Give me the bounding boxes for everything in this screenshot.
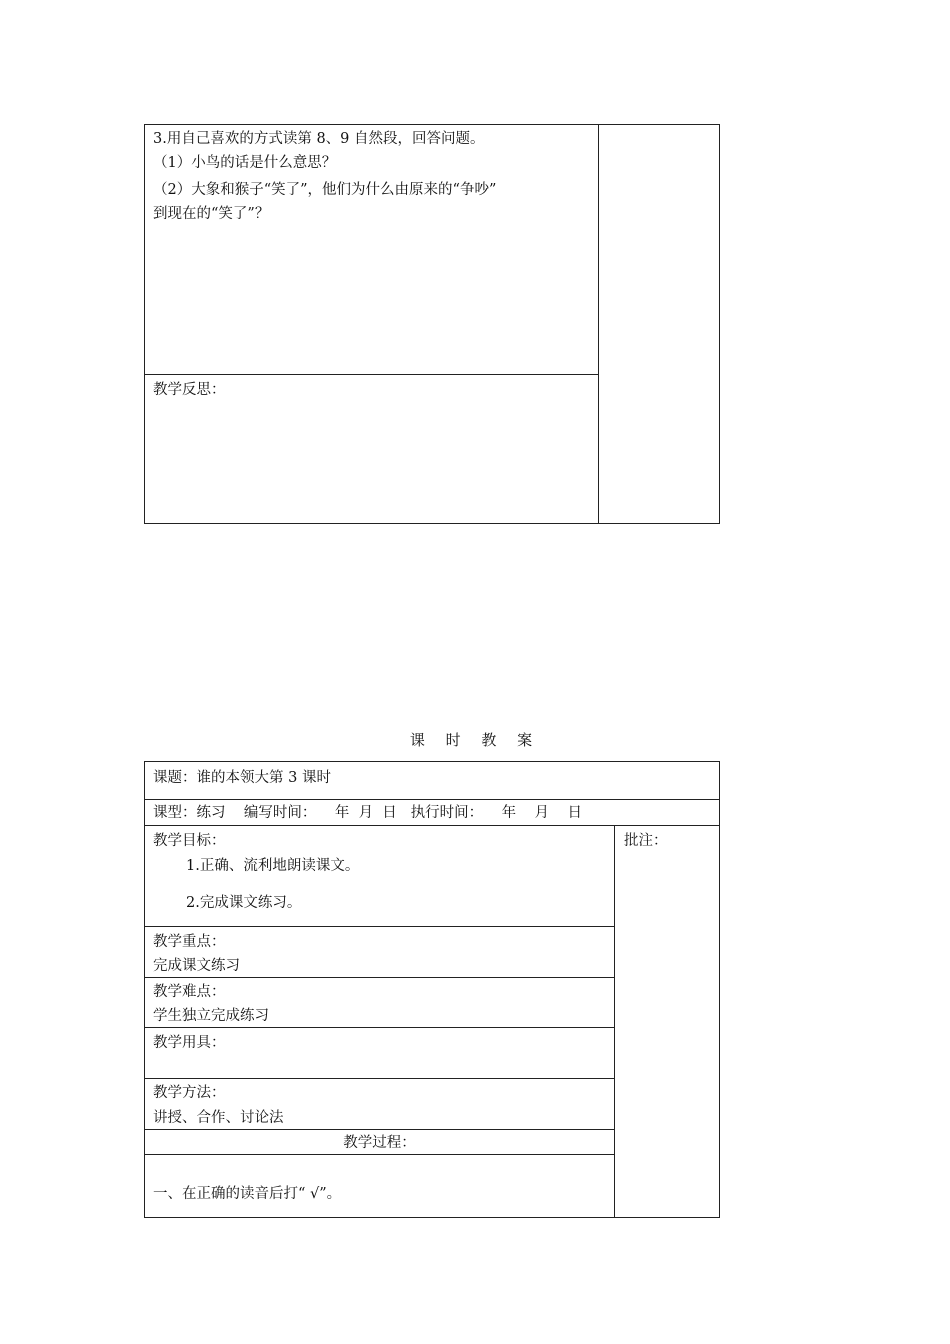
- process-row-divider: [144, 1154, 615, 1155]
- lesson-meta: 课型：练习 编写时间： 年 月 日 执行时间： 年 月 日: [153, 805, 582, 821]
- difficulty-label: 教学难点：: [153, 984, 226, 1000]
- method-row-divider: [144, 1129, 615, 1130]
- topic: 课题：谁的本领大第 3 课时: [153, 770, 331, 786]
- notes-column-divider: [614, 825, 615, 1218]
- topic-row-divider: [144, 799, 720, 800]
- goals-row-divider: [144, 926, 615, 927]
- question-3-2-line2: 到现在的“笑了”？: [153, 206, 270, 222]
- goal-1: 1.正确、流利地朗读课文。: [186, 858, 360, 874]
- goals-label: 教学目标：: [153, 833, 226, 849]
- goal-2: 2.完成课文练习。: [186, 895, 302, 911]
- question-3-1: （1）小鸟的话是什么意思？: [153, 155, 337, 171]
- question-3-2-line1: （2）大象和猴子“笑了”，他们为什么由原来的“争吵”: [153, 182, 497, 198]
- page-title: 课 时 教 案: [409, 731, 541, 749]
- key-row-divider: [144, 977, 615, 978]
- method-value: 讲授、合作、讨论法: [153, 1110, 284, 1126]
- key-label: 教学重点：: [153, 934, 226, 950]
- process-label: 教学过程：: [343, 1135, 416, 1151]
- meta-row-divider: [144, 825, 720, 826]
- key-value: 完成课文练习: [153, 958, 240, 974]
- page1-notes-column-divider: [598, 124, 599, 524]
- notes-label: 批注：: [624, 833, 668, 849]
- reflection-label: 教学反思：: [153, 382, 226, 398]
- method-label: 教学方法：: [153, 1085, 226, 1101]
- difficulty-row-divider: [144, 1027, 615, 1028]
- tools-row-divider: [144, 1078, 615, 1079]
- tools-label: 教学用具：: [153, 1035, 226, 1051]
- difficulty-value: 学生独立完成练习: [153, 1008, 269, 1024]
- question-3: 3.用自己喜欢的方式读第 8、9 自然段，回答问题。: [153, 131, 485, 147]
- page1-row-divider: [144, 374, 599, 375]
- process-step-1: 一、在正确的读音后打“ √”。: [153, 1186, 342, 1202]
